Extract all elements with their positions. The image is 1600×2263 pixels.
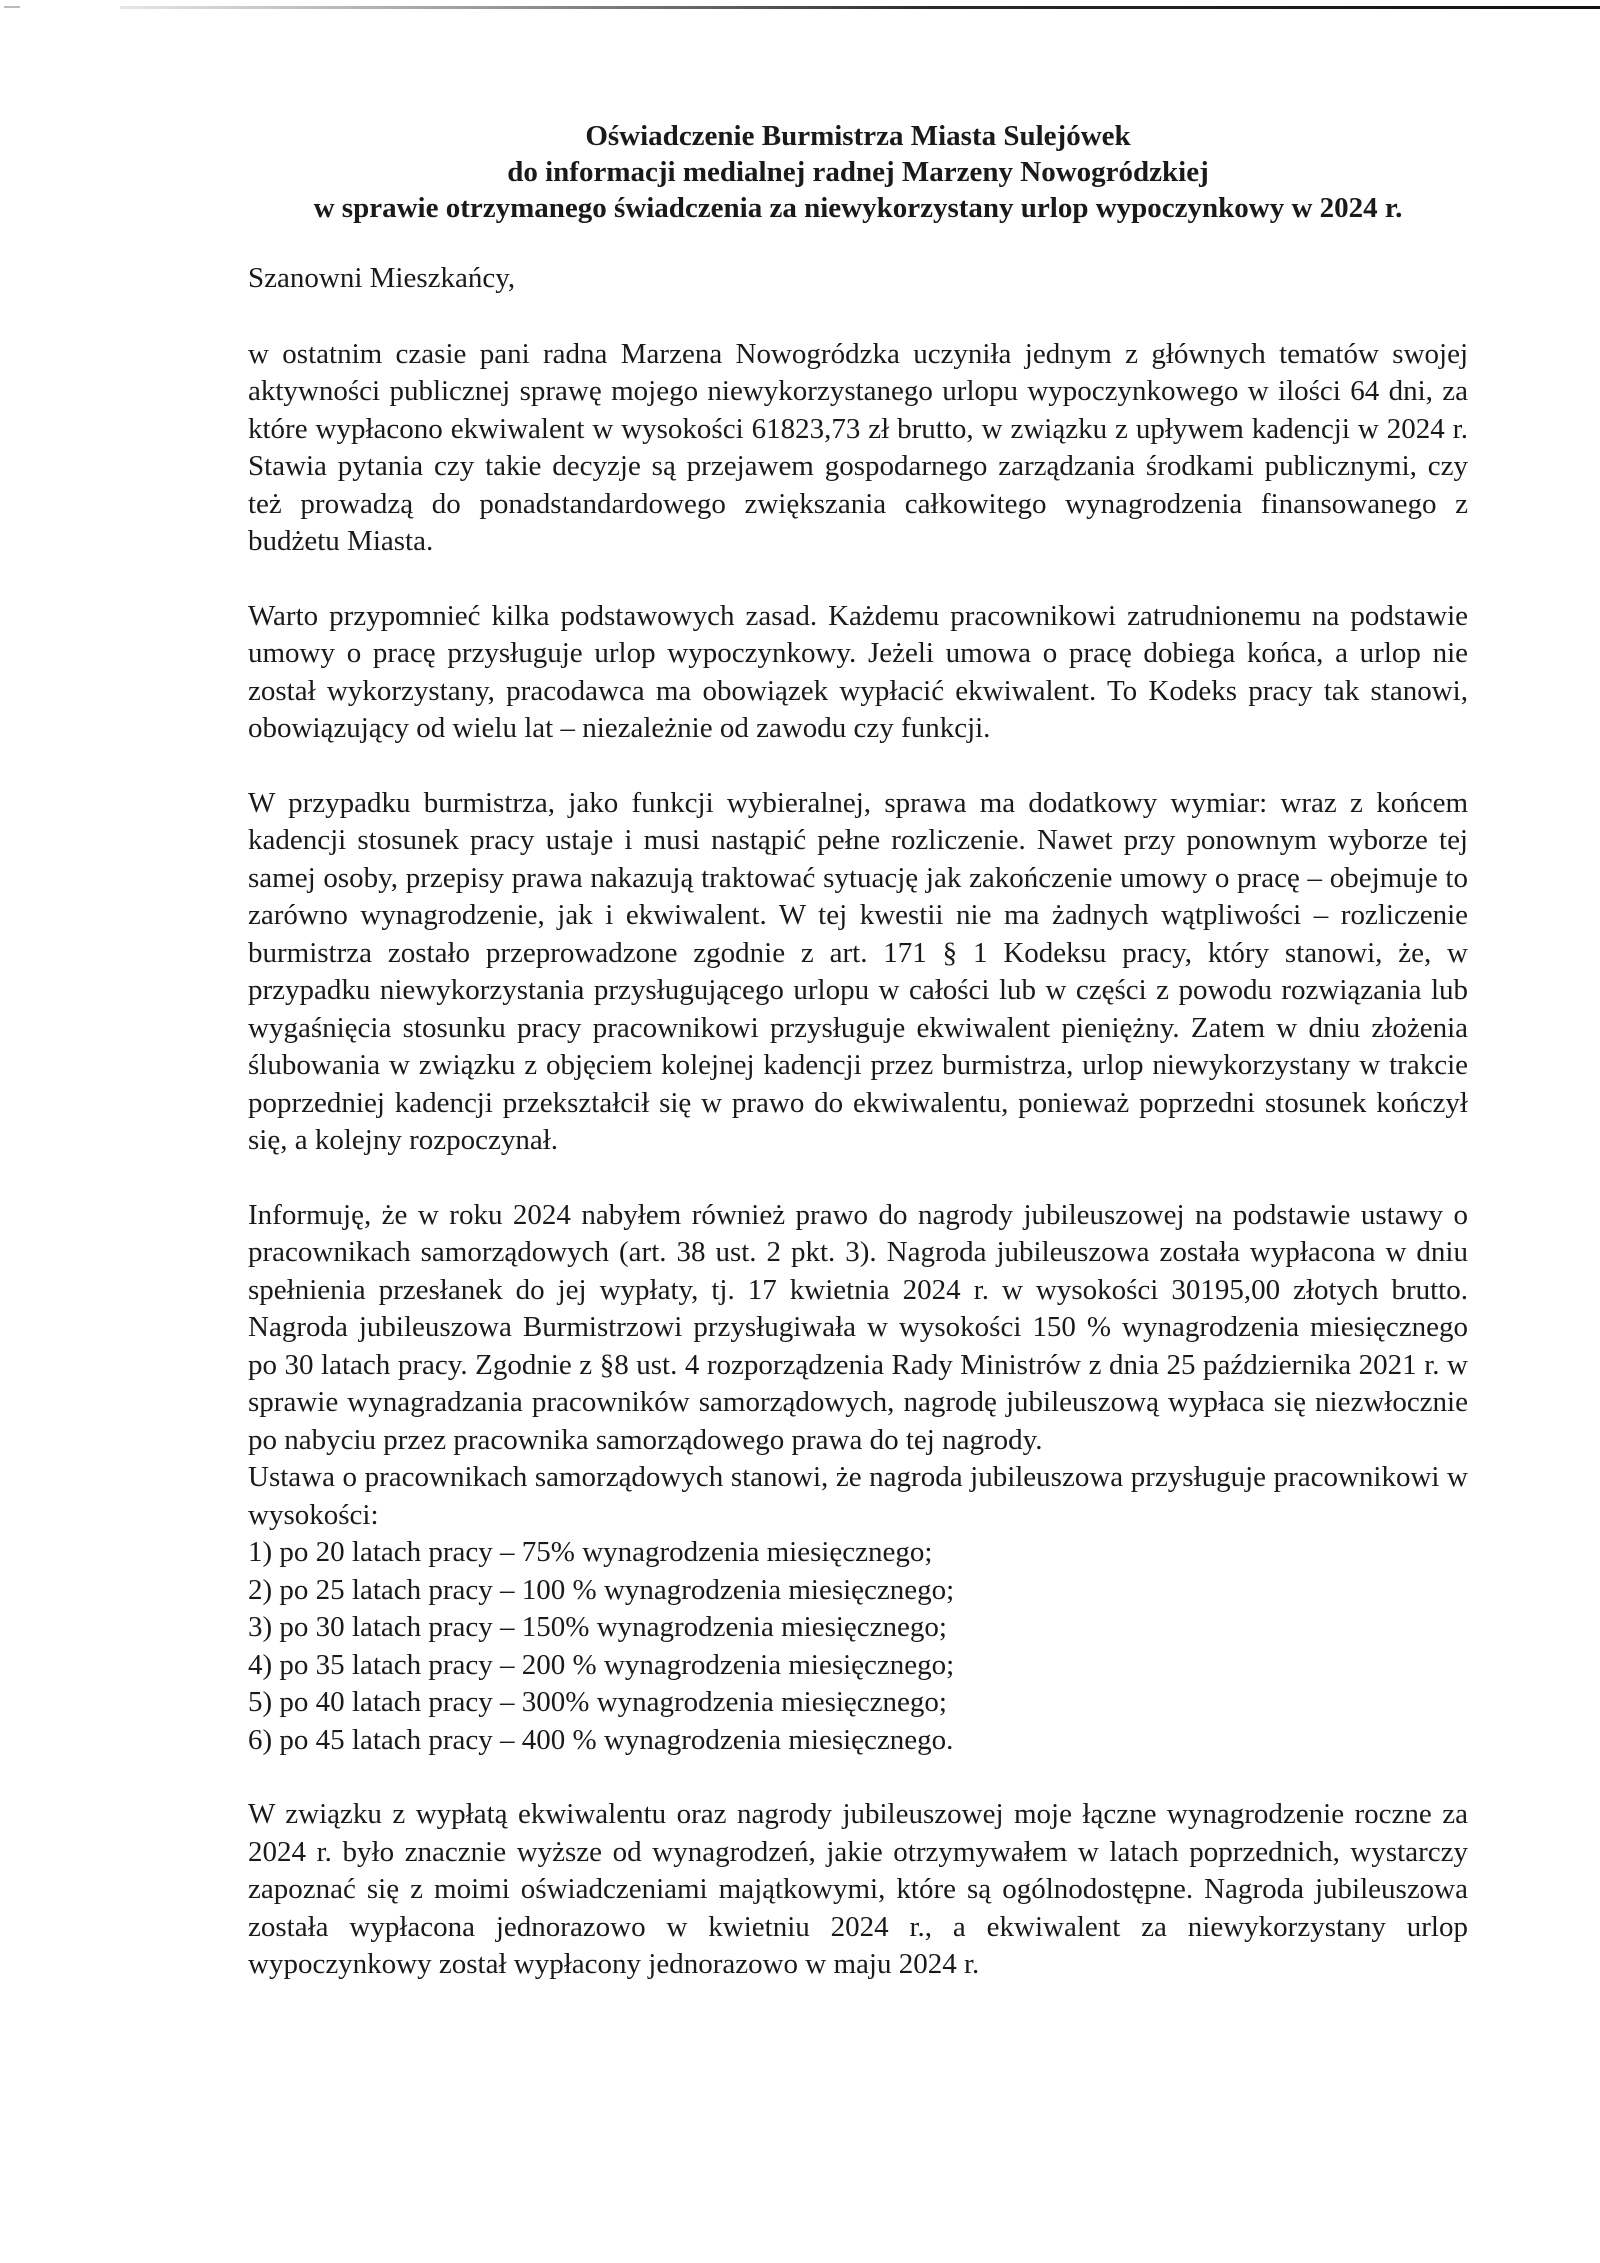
document-page [248,118,1468,1984]
list-item: 4) po 35 latach pracy – 200 % wynagrodzenia miesięcznego; [248,1648,955,1681]
paragraph-intro: w ostatnim czasie pani radna Marzena Nowogródzka uczyniła jednym z głównych tematów swojej aktywności publicznej sprawę mojego niewykorzystanego urlopu wypoczynkowego w ilości 64 dni, za które wypłacono ekwiwalent w wysokości 61823,73 zł brutto, w związku z upływem kadencji w 2024 r. Stawia pytania czy takie decyzje są przejawem gospodarnego zarządzania środkami publicznymi, czy też prowadzą do ponadstandardowego zwiększania całkowitego wynagrodzenia finansowanego z budżetu Miasta. [248,337,1468,557]
jubilee-award-list [248,1534,1468,1759]
paragraph-jubilee-rules: Ustawa o pracownikach samorządowych stanowi, że nagroda jubileuszowa przysługuje pracownikowi w wysokości: [248,1461,1468,1531]
paragraph-closing: W związku z wypłatą ekwiwalentu oraz nagrody jubileuszowej moje łączne wynagrodzenie roczne za 2024 r. było znacznie wyższe od wynagrodzeń, jakie otrzymywałem w latach poprzednich, wystarczy zapoznać się z moimi oświadczeniami majątkowymi, które są ogólnodostępne. Nagroda jubileuszowa została wypłacona jednorazowo w kwietniu 2024 r., a ekwiwalent za niewykorzystany urlop wypoczynkowy został wypłacony jednorazowo w maju 2024 r. [248,1798,1468,1980]
title-line-3: w sprawie otrzymanego świadczenia za niewykorzystany urlop wypoczynkowy w 2024 r. [313,192,1403,224]
title-line-1: Oświadczenie Burmistrza Miasta Sulejówek [585,120,1131,152]
paragraph-rules: Warto przypomnieć kilka podstawowych zasad. Każdemu pracownikowi zatrudnionemu na podstawie umowy o pracę przysługuje urlop wypoczynkowy. Jeżeli umowa o pracę dobiega końca, a urlop nie został wykorzystany, pracodawca ma obowiązek wypłacić ekwiwalent. To Kodeks pracy tak stanowi, obowiązujący od wielu lat – niezależnie od zawodu czy funkcji. [248,599,1468,744]
list-item: 2) po 25 latach pracy – 100 % wynagrodzenia miesięcznego; [248,1573,955,1606]
list-item: 3) po 30 latach pracy – 150% wynagrodzenia miesięcznego; [248,1611,947,1643]
list-item: 6) po 45 latach pracy – 400 % wynagrodzenia miesięcznego. [248,1723,954,1756]
scan-artifact-mark [4,6,20,8]
title-line-2: do informacji medialnej radnej Marzeny Nowogródzkiej [507,156,1209,188]
list-item: 5) po 40 latach pracy – 300% wynagrodzenia miesięcznego; [248,1686,947,1718]
list-item: 1) po 20 latach pracy – 75% wynagrodzenia miesięcznego; [248,1536,933,1568]
scan-edge-line [120,6,1600,9]
paragraph-jubilee-award: Informuję, że w roku 2024 nabyłem również prawo do nagrody jubileuszowej na podstawie ustawy o pracownikach samorządowych (art. 38 ust. 2 pkt. 3). Nagroda jubileuszowa została wypłacona w dniu spełnienia przesłanek do jej wypłaty, tj. 17 kwietnia 2024 r. w wysokości 30195,00 złotych brutto. Nagroda jubileuszowa Burmistrzowi przysługiwała w wysokości 150 % wynagrodzenia miesięcznego po 30 latach pracy. Zgodnie z §8 ust. 4 rozporządzenia Rady Ministrów z dnia 25 października 2021 r. w sprawie wynagradzania pracowników samorządowych, nagrodę jubileuszową wypłaca się niezwłocznie po nabyciu przez pracownika samorządowego prawa do tej nagrody. [248,1198,1468,1456]
document-title [248,118,1468,226]
salutation: Szanowni Mieszkańcy, [248,262,516,294]
paragraph-mayor-case: W przypadku burmistrza, jako funkcji wybieralnej, sprawa ma dodatkowy wymiar: wraz z końcem kadencji stosunek pracy ustaje i musi nastąpić pełne rozliczenie. Nawet przy ponownym wyborze tej samej osoby, przepisy prawa nakazują traktować sytuację jak zakończenie umowy o pracę – obejmuje to zarówno wynagrodzenie, jak i ekwiwalent. W tej kwestii nie ma żadnych wątpliwości – rozliczenie burmistrza zostało przeprowadzone zgodnie z art. 171 § 1 Kodeksu pracy, który stanowi, że, w przypadku niewykorzystania przysługującego urlopu w całości lub w części z powodu rozwiązania lub wygaśnięcia stosunku pracy pracownikowi przysługuje ekwiwalent pieniężny. Zatem w dniu złożenia ślubowania w związku z objęciem kolejnej kadencji przez burmistrza, urlop niewykorzystany w trakcie poprzedniej kadencji przekształcił się w prawo do ekwiwalentu, ponieważ poprzedni stosunek kończył się, a kolejny rozpoczynał. [248,786,1468,1156]
